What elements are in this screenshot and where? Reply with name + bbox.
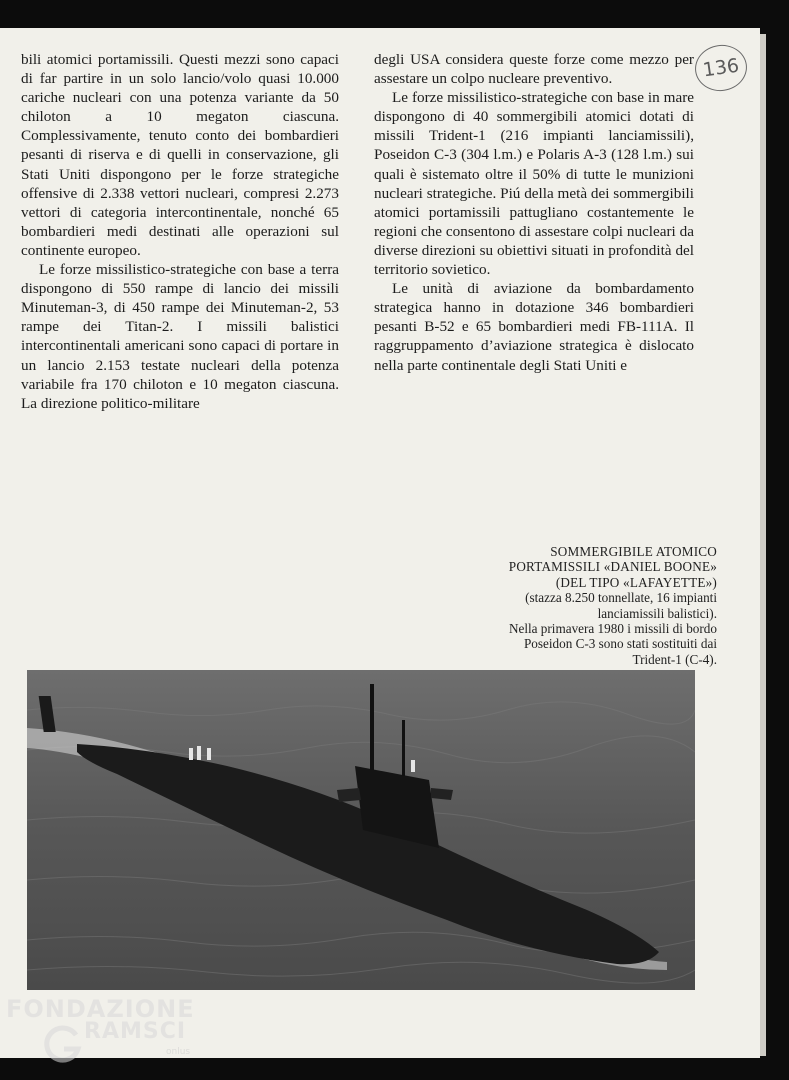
sail-plane-left bbox=[337, 788, 361, 802]
right-paragraph-1: degli USA considera queste forze come mezzo per assestare un colpo nucleare preventivo. bbox=[374, 51, 694, 88]
fondazione-gramsci-watermark bbox=[6, 995, 195, 1057]
right-paragraph-2: Le forze missilistico-strategiche con base in mare dispongono di 40 sommergibili atomici dotati di missili Trident-1 (216 impianti lanciamissili), Poseidon C-3 (304 l.m.) e Polaris A-3 (128 l.m.) sui quali è sistemato oltre il 50% di tutte le munizioni nucleari strategiche. Piú della metà dei sommergibili atomici portamissili pattugliano costantemente le regioni che consentono di assestare colpi nucleari da diverse direzioni su obiettivi situati in profondità del territorio sovietico. bbox=[374, 89, 694, 279]
caption-title-line-2: PORTAMISSILI «DANIEL BOONE» bbox=[508, 559, 717, 575]
page-number-annotation: 136 bbox=[692, 42, 750, 95]
watermark-line-1: FONDAZIONE bbox=[6, 995, 195, 1023]
right-text-column bbox=[374, 50, 694, 375]
caption-line-7: Poseidon C-3 sono stati sostituiti dai bbox=[523, 636, 717, 652]
caption-line-5: lanciamissili balistici). bbox=[597, 605, 717, 621]
page-edge bbox=[760, 34, 766, 1056]
submarine-photo-drawing bbox=[27, 670, 695, 990]
sail-plane-right bbox=[431, 788, 453, 800]
caption-line-8: Trident-1 (C-4). bbox=[632, 651, 717, 667]
watermark-line-2: RAMSCI bbox=[84, 1019, 187, 1044]
left-text-column bbox=[21, 50, 339, 413]
submarine-photo bbox=[27, 670, 695, 990]
caption-title-line-3: (DEL TIPO «LAFAYETTE») bbox=[555, 574, 717, 590]
left-paragraph-1: bili atomici portamissili. Questi mezzi sono capaci di far partire in un solo lancio/volo quasi 10.000 cariche nucleari con una potenza variante da 50 chiloton a 10 megaton ciascuna. Complessivamente, tenuto conto dei bombardieri pesanti di riserva e di quelli in conservazione, gli Stati Uniti dispongono per le forze strategiche offensive di 2.338 vettori nucleari, compresi 2.273 vettori di categoria intercontinentale, nonché 65 bombardieri medi destinati alle operazioni sul continente europeo. bbox=[21, 51, 339, 259]
periscope-mast bbox=[370, 684, 374, 770]
right-paragraph-3: Le unità di aviazione da bombardamento strategica hanno in dotazione 346 bombardieri pesanti B-52 e 65 bombardieri medi FB-111A. Il raggruppamento d’aviazione strategica è dislocato nella parte continentale degli Stati Uniti e bbox=[374, 280, 694, 374]
caption-line-4: (stazza 8.250 tonnellate, 16 impianti bbox=[525, 590, 717, 606]
photo-caption bbox=[357, 544, 717, 667]
antenna-mast bbox=[402, 720, 405, 776]
caption-title-line-1: SOMMERGIBILE ATOMICO bbox=[550, 544, 717, 559]
gramsci-g-logo-icon bbox=[40, 1023, 82, 1065]
left-paragraph-2: Le forze missilistico-strategiche con base a terra dispongono di 550 rampe di lancio dei missili Minuteman-3, di 450 rampe dei Minuteman-2, 53 rampe dei Titan-2. I missili balistici intercontinentali americani sono capaci di portare in un lancio 2.153 testate nucleari della potenza variabile fra 170 chiloton e 10 megaton ciascuna. La direzione politico-militare bbox=[21, 261, 339, 412]
watermark-line-3: onlus bbox=[166, 1047, 191, 1057]
caption-line-6: Nella primavera 1980 i missili di bordo bbox=[508, 621, 717, 637]
